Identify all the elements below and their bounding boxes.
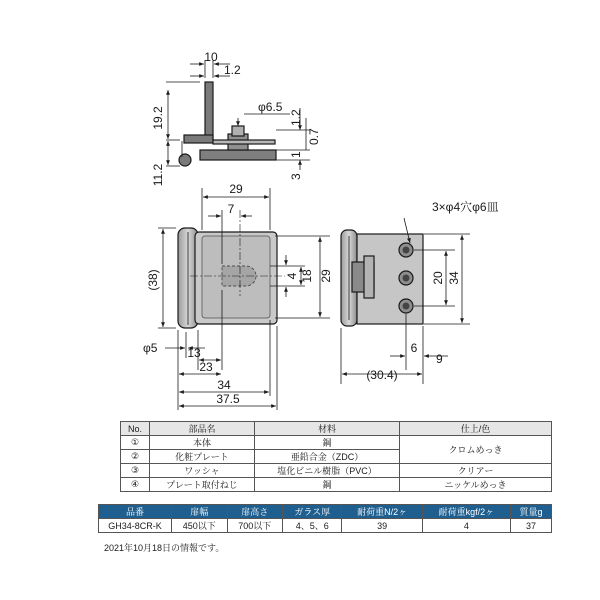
spec-col-load-kgf: 耐荷重kgf/2ヶ xyxy=(422,505,510,519)
dim-front-29-right: 29 xyxy=(319,269,333,283)
part-name: プレート取付ねじ xyxy=(150,478,255,492)
dim-top-1: 1 xyxy=(289,151,303,158)
dim-side-20: 20 xyxy=(431,271,445,285)
table-row xyxy=(99,519,552,533)
spec-header-row xyxy=(99,505,552,519)
spec-load-n: 39 xyxy=(342,519,422,533)
dim-top-1-2a: 1.2 xyxy=(224,63,241,77)
dim-front-18: 18 xyxy=(300,269,314,283)
dim-front-38: (38) xyxy=(146,269,160,291)
parts-col-material: 材料 xyxy=(255,422,400,436)
dim-top-10: 10 xyxy=(204,50,218,64)
dim-top-19-2: 19.2 xyxy=(151,106,165,130)
part-material: 亜鉛合金（ZDC） xyxy=(255,450,400,464)
parts-col-name: 部品名 xyxy=(150,422,255,436)
parts-table xyxy=(120,421,552,492)
dim-side-30-4: (30.4) xyxy=(366,368,398,382)
table-row xyxy=(121,436,552,450)
part-name: 化粧プレート xyxy=(150,450,255,464)
dim-side-holes: 3×φ4穴φ6皿 xyxy=(432,200,499,214)
part-name: ワッシャ xyxy=(150,464,255,478)
spec-col-glass-thickness: ガラス厚 xyxy=(283,505,342,519)
spec-mass: 37 xyxy=(511,519,552,533)
dim-front-4: 4 xyxy=(285,272,299,280)
part-material: 塩化ビニル樹脂（PVC） xyxy=(255,464,400,478)
parts-col-finish: 仕上/色 xyxy=(400,422,552,436)
dim-front-13: 13 xyxy=(187,346,201,360)
dim-front-37-5: 37.5 xyxy=(216,392,240,406)
part-name: 本体 xyxy=(150,436,255,450)
dim-top-1-2b: 1.2 xyxy=(289,109,303,126)
table-row xyxy=(121,464,552,478)
side-view xyxy=(341,200,499,384)
part-finish: ニッケルめっき xyxy=(400,478,552,492)
part-finish: クリアー xyxy=(400,464,552,478)
info-date-note: 2021年10月18日の情報です。 xyxy=(104,543,225,553)
spec-table xyxy=(98,504,552,533)
spec-load-kgf: 4 xyxy=(422,519,510,533)
part-no: ② xyxy=(121,450,150,464)
dim-side-34: 34 xyxy=(447,271,461,285)
part-no: ④ xyxy=(121,478,150,492)
spec-col-door-width: 扉幅 xyxy=(172,505,228,519)
dim-top-0-7: 0.7 xyxy=(307,128,321,145)
parts-header-row xyxy=(121,422,552,436)
dim-front-34: 34 xyxy=(217,378,231,392)
spec-part-number: GH34-8CR-K xyxy=(99,519,172,533)
dim-front-7: 7 xyxy=(227,202,235,216)
dim-side-9: 9 xyxy=(436,352,443,366)
dim-top-11-2: 11.2 xyxy=(151,163,165,187)
table-row xyxy=(121,478,552,492)
spec-col-mass: 質量g xyxy=(511,505,552,519)
top-view xyxy=(151,50,321,186)
dim-front-23: 23 xyxy=(199,360,213,374)
spec-col-part-number: 品番 xyxy=(99,505,172,519)
part-material: 鋼 xyxy=(255,478,400,492)
dim-front-29-top: 29 xyxy=(229,182,243,196)
front-view xyxy=(143,182,333,410)
dim-side-6: 6 xyxy=(410,341,418,355)
spec-door-height: 700以下 xyxy=(227,519,283,533)
part-no: ③ xyxy=(121,464,150,478)
spec-col-door-height: 扉高さ xyxy=(227,505,283,519)
part-no: ① xyxy=(121,436,150,450)
dim-top-phi6-5: φ6.5 xyxy=(258,100,283,114)
spec-glass-thickness: 4、5、6 xyxy=(283,519,342,533)
spec-door-width: 450以下 xyxy=(172,519,228,533)
dim-top-3: 3 xyxy=(289,173,303,180)
spec-col-load-n: 耐荷重N/2ヶ xyxy=(342,505,422,519)
part-material: 鋼 xyxy=(255,436,400,450)
parts-col-no: No. xyxy=(121,422,150,436)
dim-front-phi5: φ5 xyxy=(143,341,158,355)
part-finish: クロムめっき xyxy=(400,436,552,464)
